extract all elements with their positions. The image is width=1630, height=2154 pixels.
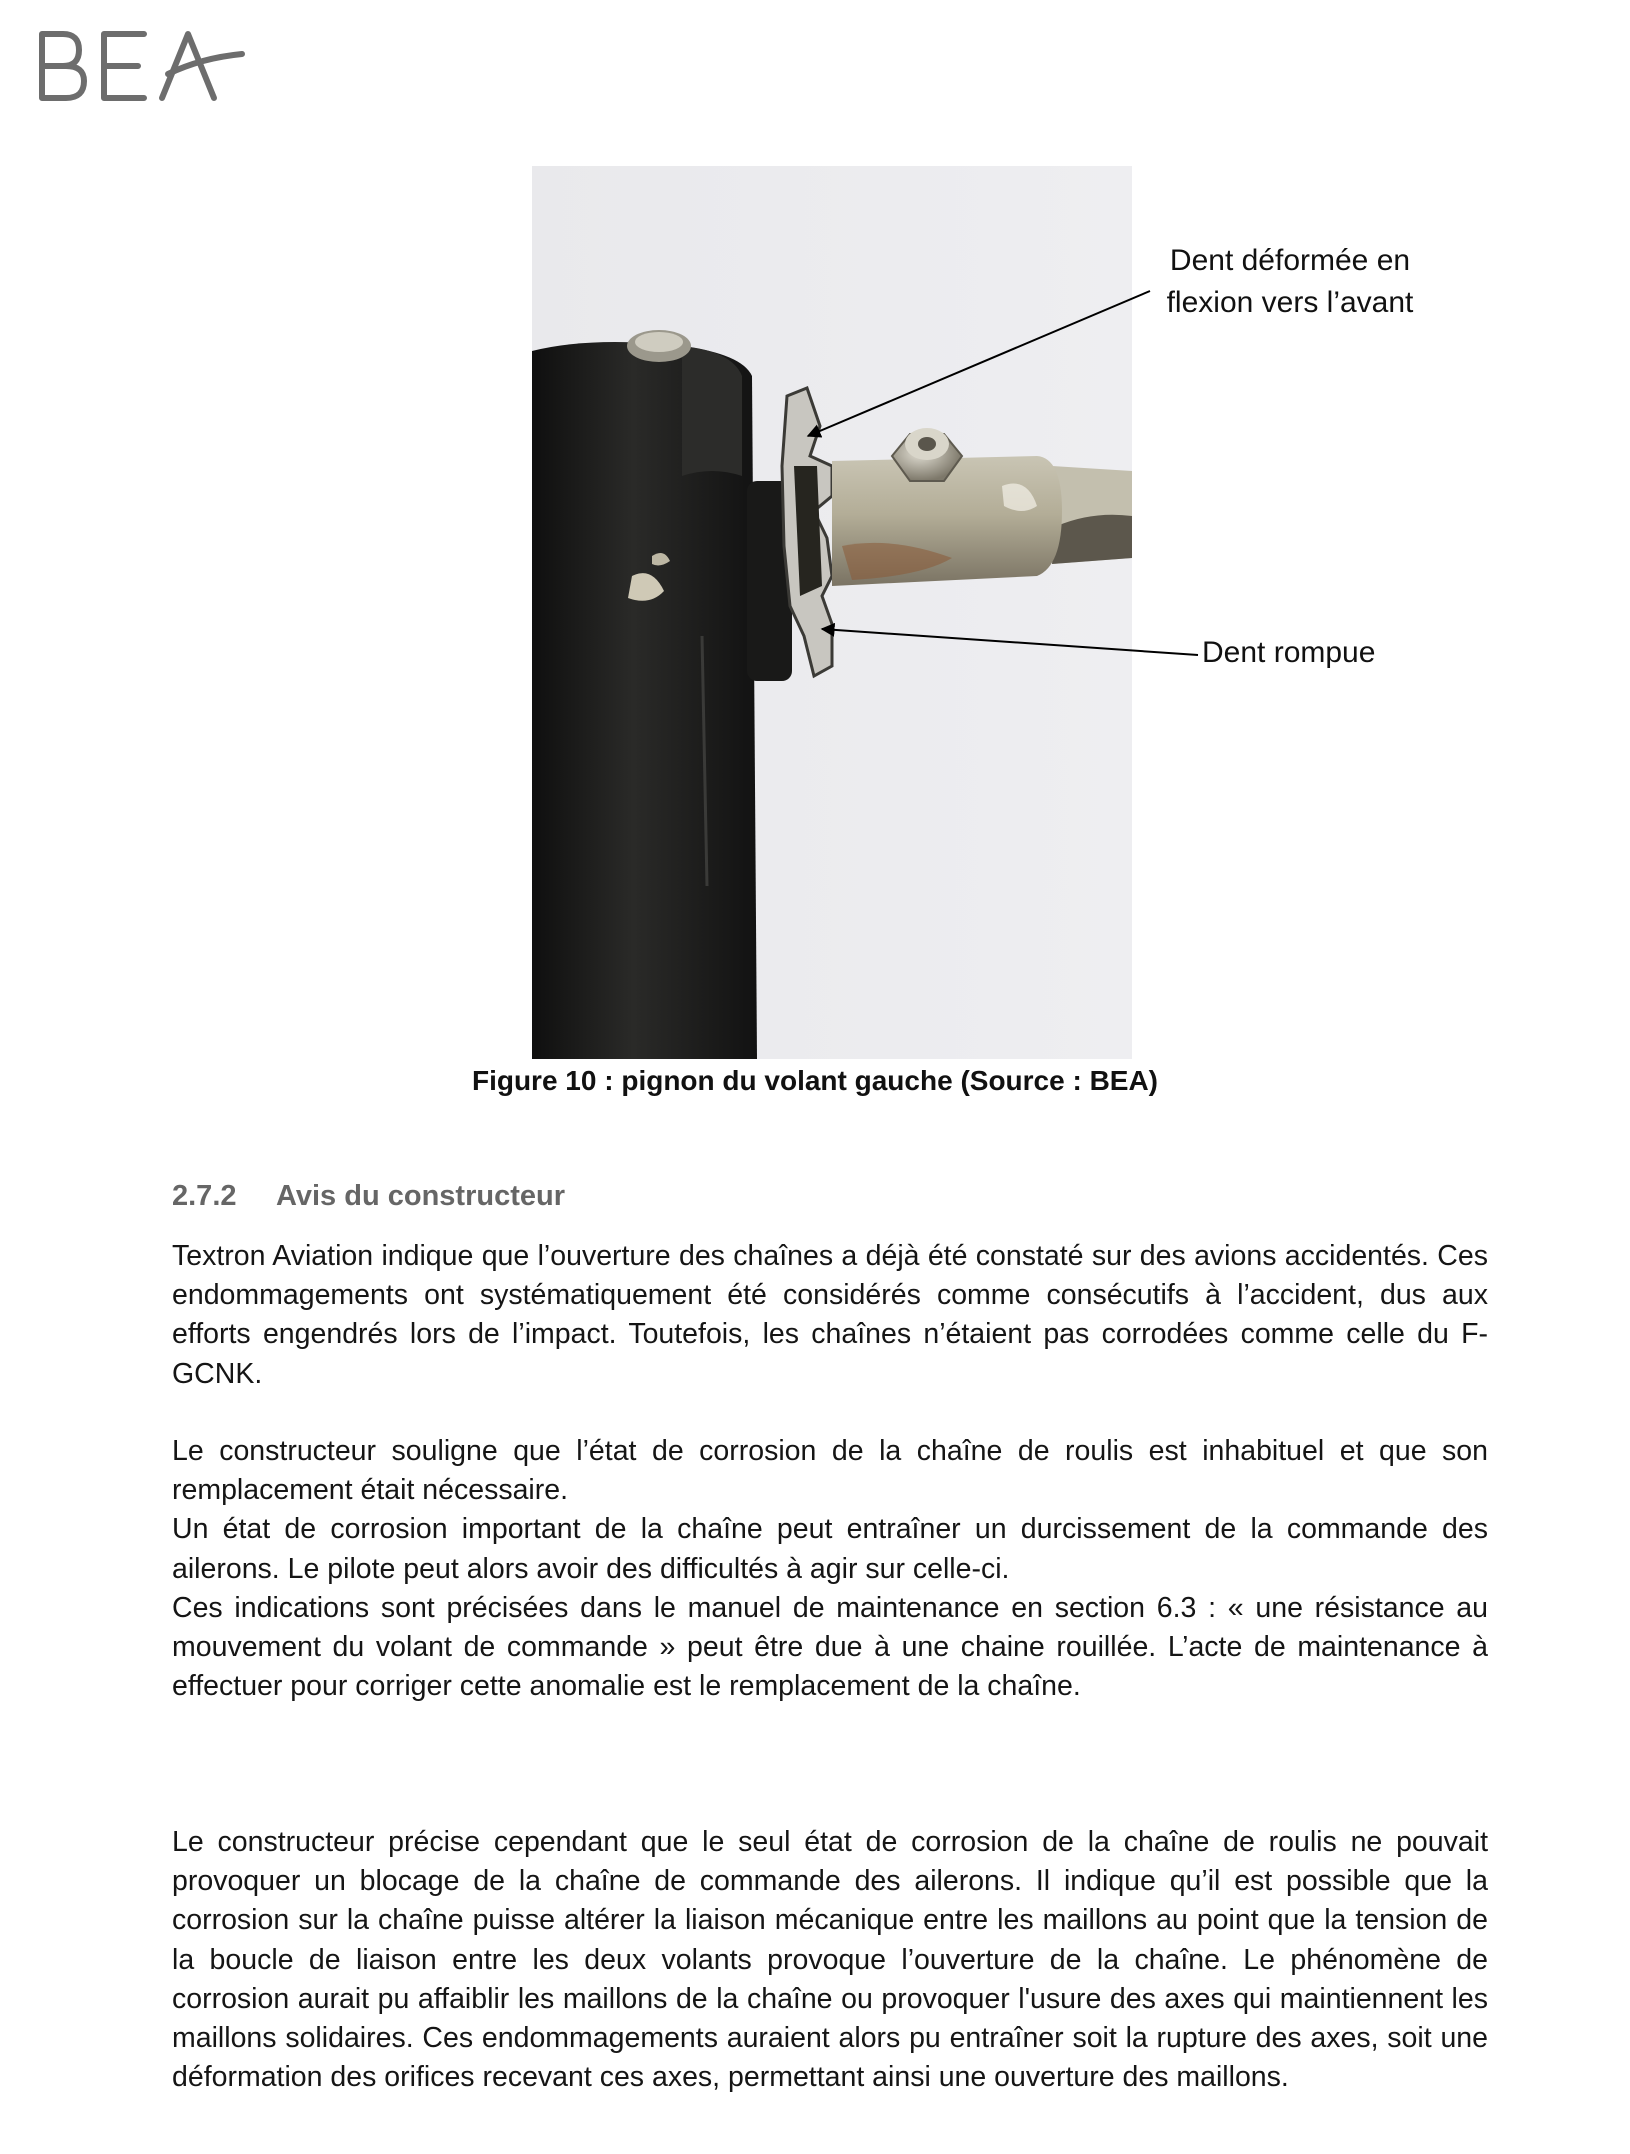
paragraph-text: Textron Aviation indique que l’ouverture des chaînes a déjà été constaté sur des avions accidentés. Ces endommagements ont systématiquement été considérés comme consécutifs à l’accident, dus aux efforts engendrés lors de l’impact. Toutefois, les chaînes n’étaient pas corrodées comme celle du F-GCNK. [172, 1240, 1488, 1390]
paragraph-text: Un état de corrosion important de la chaîne peut entraîner un durcissement de la commande des ailerons. Le pilote peut alors avoir des difficultés à agir sur celle-ci. [172, 1513, 1488, 1585]
paragraph-text: Ces indications sont précisées dans le manuel de maintenance en section 6.3 : « une résistance au mouvement du volant de commande » peut être due à une chaine rouillée. L’acte de maintenance à effectuer pour corriger cette anomalie est le remplacement de la chaîne. [172, 1591, 1488, 1703]
section-heading [172, 1180, 565, 1213]
bea-logo [36, 28, 246, 104]
figure-caption: Figure 10 : pignon du volant gauche (Source : BEA) [471, 1065, 1159, 1096]
body-paragraph-group [172, 1432, 1488, 1706]
callout-deformed-tooth: Dent déformée en flexion vers l’avant [1166, 244, 1414, 319]
callout-broken-tooth: Dent rompue [1202, 636, 1376, 669]
section-title: Avis du constructeur [276, 1180, 565, 1212]
paragraph-text: Le constructeur souligne que l’état de corrosion de la chaîne de roulis est inhabituel et que son remplacement était nécessaire. [172, 1435, 1488, 1507]
leader-line-broken-tooth [822, 629, 1198, 655]
body-paragraph [172, 1823, 1488, 2097]
body-paragraph [172, 1237, 1488, 1394]
section-number: 2.7.2 [172, 1180, 237, 1212]
leader-line-deformed-tooth [808, 291, 1150, 436]
paragraph-text: Le constructeur précise cependant que le seul état de corrosion de la chaîne de roulis ne pouvait provoquer un blocage de la chaîne de commande des ailerons. Il indique qu’il est possible que la corrosion sur la chaîne puisse altérer la liaison mécanique entre les maillons au point que la tension de la boucle de liaison entre les deux volants provoque l’ouverture de la chaîne. Le phénomène de corrosion aurait pu affaiblir les maillons de la chaîne ou provoquer l'usure des axes qui maintiennent les maillons solidaires. Ces endommagements auraient alors pu entraîner soit la rupture des axes, soit une déformation des orifices recevant ces axes, permettant ainsi une ouverture des maillons. [172, 1826, 1488, 2094]
